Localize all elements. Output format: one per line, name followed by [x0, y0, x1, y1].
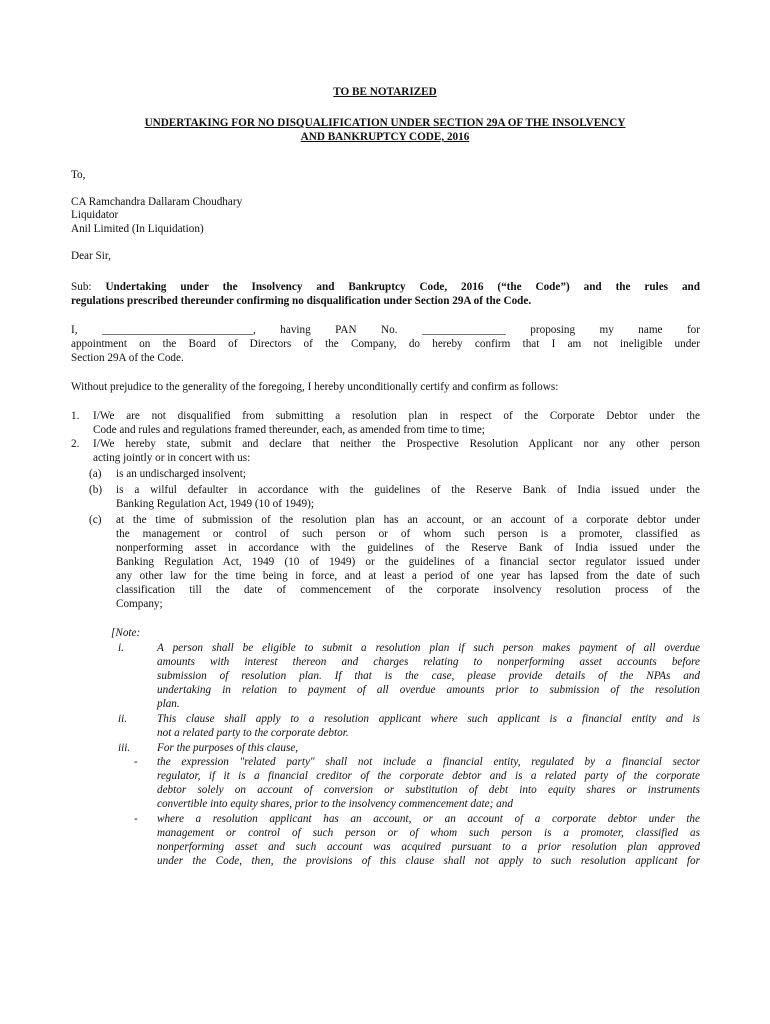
note-heading: [Note: [111, 627, 141, 639]
sub-item-a-line-1: is an undischarged insolvent; [116, 468, 246, 480]
note-iii-label: iii. [118, 742, 131, 754]
note-dash-1: - [134, 756, 138, 768]
sub-item-c-line-2: the management or control of such person or of whom such person is a promoter, classified as [116, 528, 700, 540]
subject-line-1 [71, 280, 700, 294]
addressee-company: Anil Limited (In Liquidation) [71, 223, 204, 235]
sub-item-c-line-6: classification till the date of commencement of the corporate insolvency resolution process of the [116, 584, 700, 596]
note-i-line-1: A person shall be eligible to submit a resolution plan if such person makes payment of all overdue [157, 642, 700, 654]
note-i-line-3: submission of resolution plan. If that is the case, please provide details of the NPAs and [157, 670, 700, 682]
item-1-line-2: Code and rules and regulations framed thereunder, each, as amended from time to time; [93, 424, 485, 436]
note-iii-line-1: For the purposes of this clause, [157, 742, 299, 754]
note-dash-1-line-3: debtor solely on account of conversion or substitution of debt into equity shares or instruments [157, 784, 700, 796]
title-line-2: AND BANKRUPTCY CODE, 2016 [300, 131, 470, 143]
addressee-role: Liquidator [71, 209, 119, 221]
item-2-number: 2. [71, 438, 80, 450]
intro-paragraph: Without prejudice to the generality of the foregoing, I hereby unconditionally certify and confirm as follows: [71, 381, 559, 393]
note-dash-2-line-1: where a resolution applicant has an account, or an account of a corporate debtor under the [157, 813, 700, 825]
sub-item-c-label: (c) [89, 514, 102, 526]
item-2-line-2: acting jointly or in concert with us: [93, 452, 251, 464]
notarize-heading: TO BE NOTARIZED [333, 86, 437, 98]
note-dash-2: - [134, 813, 138, 825]
item-2-line-1: I/We hereby state, submit and declare that neither the Prospective Resolution Applicant nor any other person [93, 438, 700, 450]
salutation: Dear Sir, [71, 250, 111, 262]
subject-line-2: regulations prescribed thereunder confirming no disqualification under Section 29A of the Code. [71, 295, 532, 307]
sub-item-b-line-1: is a wilful defaulter in accordance with the guidelines of the Reserve Bank of India issued under the [116, 484, 700, 496]
declaration-line-1: I, ___________________________, having PAN No. _______________ proposing my name for [71, 324, 700, 336]
sub-item-c-line-5: any other law for the time being in force, and at least a period of one year has lapsed from the date of such [116, 570, 700, 582]
sub-item-a-label: (a) [89, 468, 102, 480]
subject-prefix: Sub: [71, 281, 92, 293]
item-1-number: 1. [71, 410, 80, 422]
note-dash-2-line-4: under the Code, then, the provisions of this clause shall not apply to such resolution applicant for [157, 855, 700, 867]
declaration-line-2: appointment on the Board of Directors of the Company, do hereby confirm that I am not ineligible under [71, 338, 700, 350]
note-ii-line-1: This clause shall apply to a resolution applicant where such applicant is a financial entity and is [157, 713, 700, 725]
note-dash-2-line-3: nonperforming asset and such account was acquired pursuant to a prior resolution plan approved [157, 841, 700, 853]
note-i-line-2: amounts with interest thereon and charges relating to nonperforming asset accounts before [157, 656, 700, 668]
addressee-name: CA Ramchandra Dallaram Choudhary [71, 196, 243, 208]
subject-text-1: Undertaking under the Insolvency and Bankruptcy Code, 2016 (“the Code”) and the rules and [105, 281, 701, 293]
sub-item-c-line-3: nonperforming asset in accordance with the guidelines of the Reserve Bank of India issued under the [116, 542, 700, 554]
sub-item-c-line-7: Company; [116, 598, 163, 610]
note-i-line-5: plan. [157, 698, 180, 710]
sub-item-b-line-2: Banking Regulation Act, 1949 (10 of 1949); [116, 498, 314, 510]
title-line-1: UNDERTAKING FOR NO DISQUALIFICATION UNDER SECTION 29A OF THE INSOLVENCY [144, 117, 626, 129]
sub-item-c-line-1: at the time of submission of the resolution plan has an account, or an account of a corporate debtor under [116, 514, 700, 526]
addressee-to: To, [71, 169, 86, 181]
note-i-label: i. [118, 642, 124, 654]
item-1-line-1: I/We are not disqualified from submitting a resolution plan in respect of the Corporate Debtor under the [93, 410, 700, 422]
note-dash-2-line-2: management or control of such person or of whom such person is a promoter, classified as [157, 827, 700, 839]
declaration-line-3: Section 29A of the Code. [71, 352, 184, 364]
note-dash-1-line-1: the expression "related party" shall not include a financial entity, regulated by a financial sector [157, 756, 700, 768]
note-i-line-4: undertaking in relation to payment of all overdue amounts prior to submission of the resolution [157, 684, 700, 696]
note-ii-label: ii. [118, 713, 128, 725]
sub-item-c-line-4: Banking Regulation Act, 1949 (10 of 1949) or the guidelines of a financial sector regulator issued under [116, 556, 700, 568]
note-ii-line-2: not a related party to the corporate debtor. [157, 727, 349, 739]
sub-item-b-label: (b) [89, 484, 103, 496]
note-dash-1-line-2: regulator, if it is a financial creditor of the corporate debtor and is a related party of the corporate [157, 770, 700, 782]
note-dash-1-line-4: convertible into equity shares, prior to the insolvency commencement date; and [157, 798, 513, 810]
